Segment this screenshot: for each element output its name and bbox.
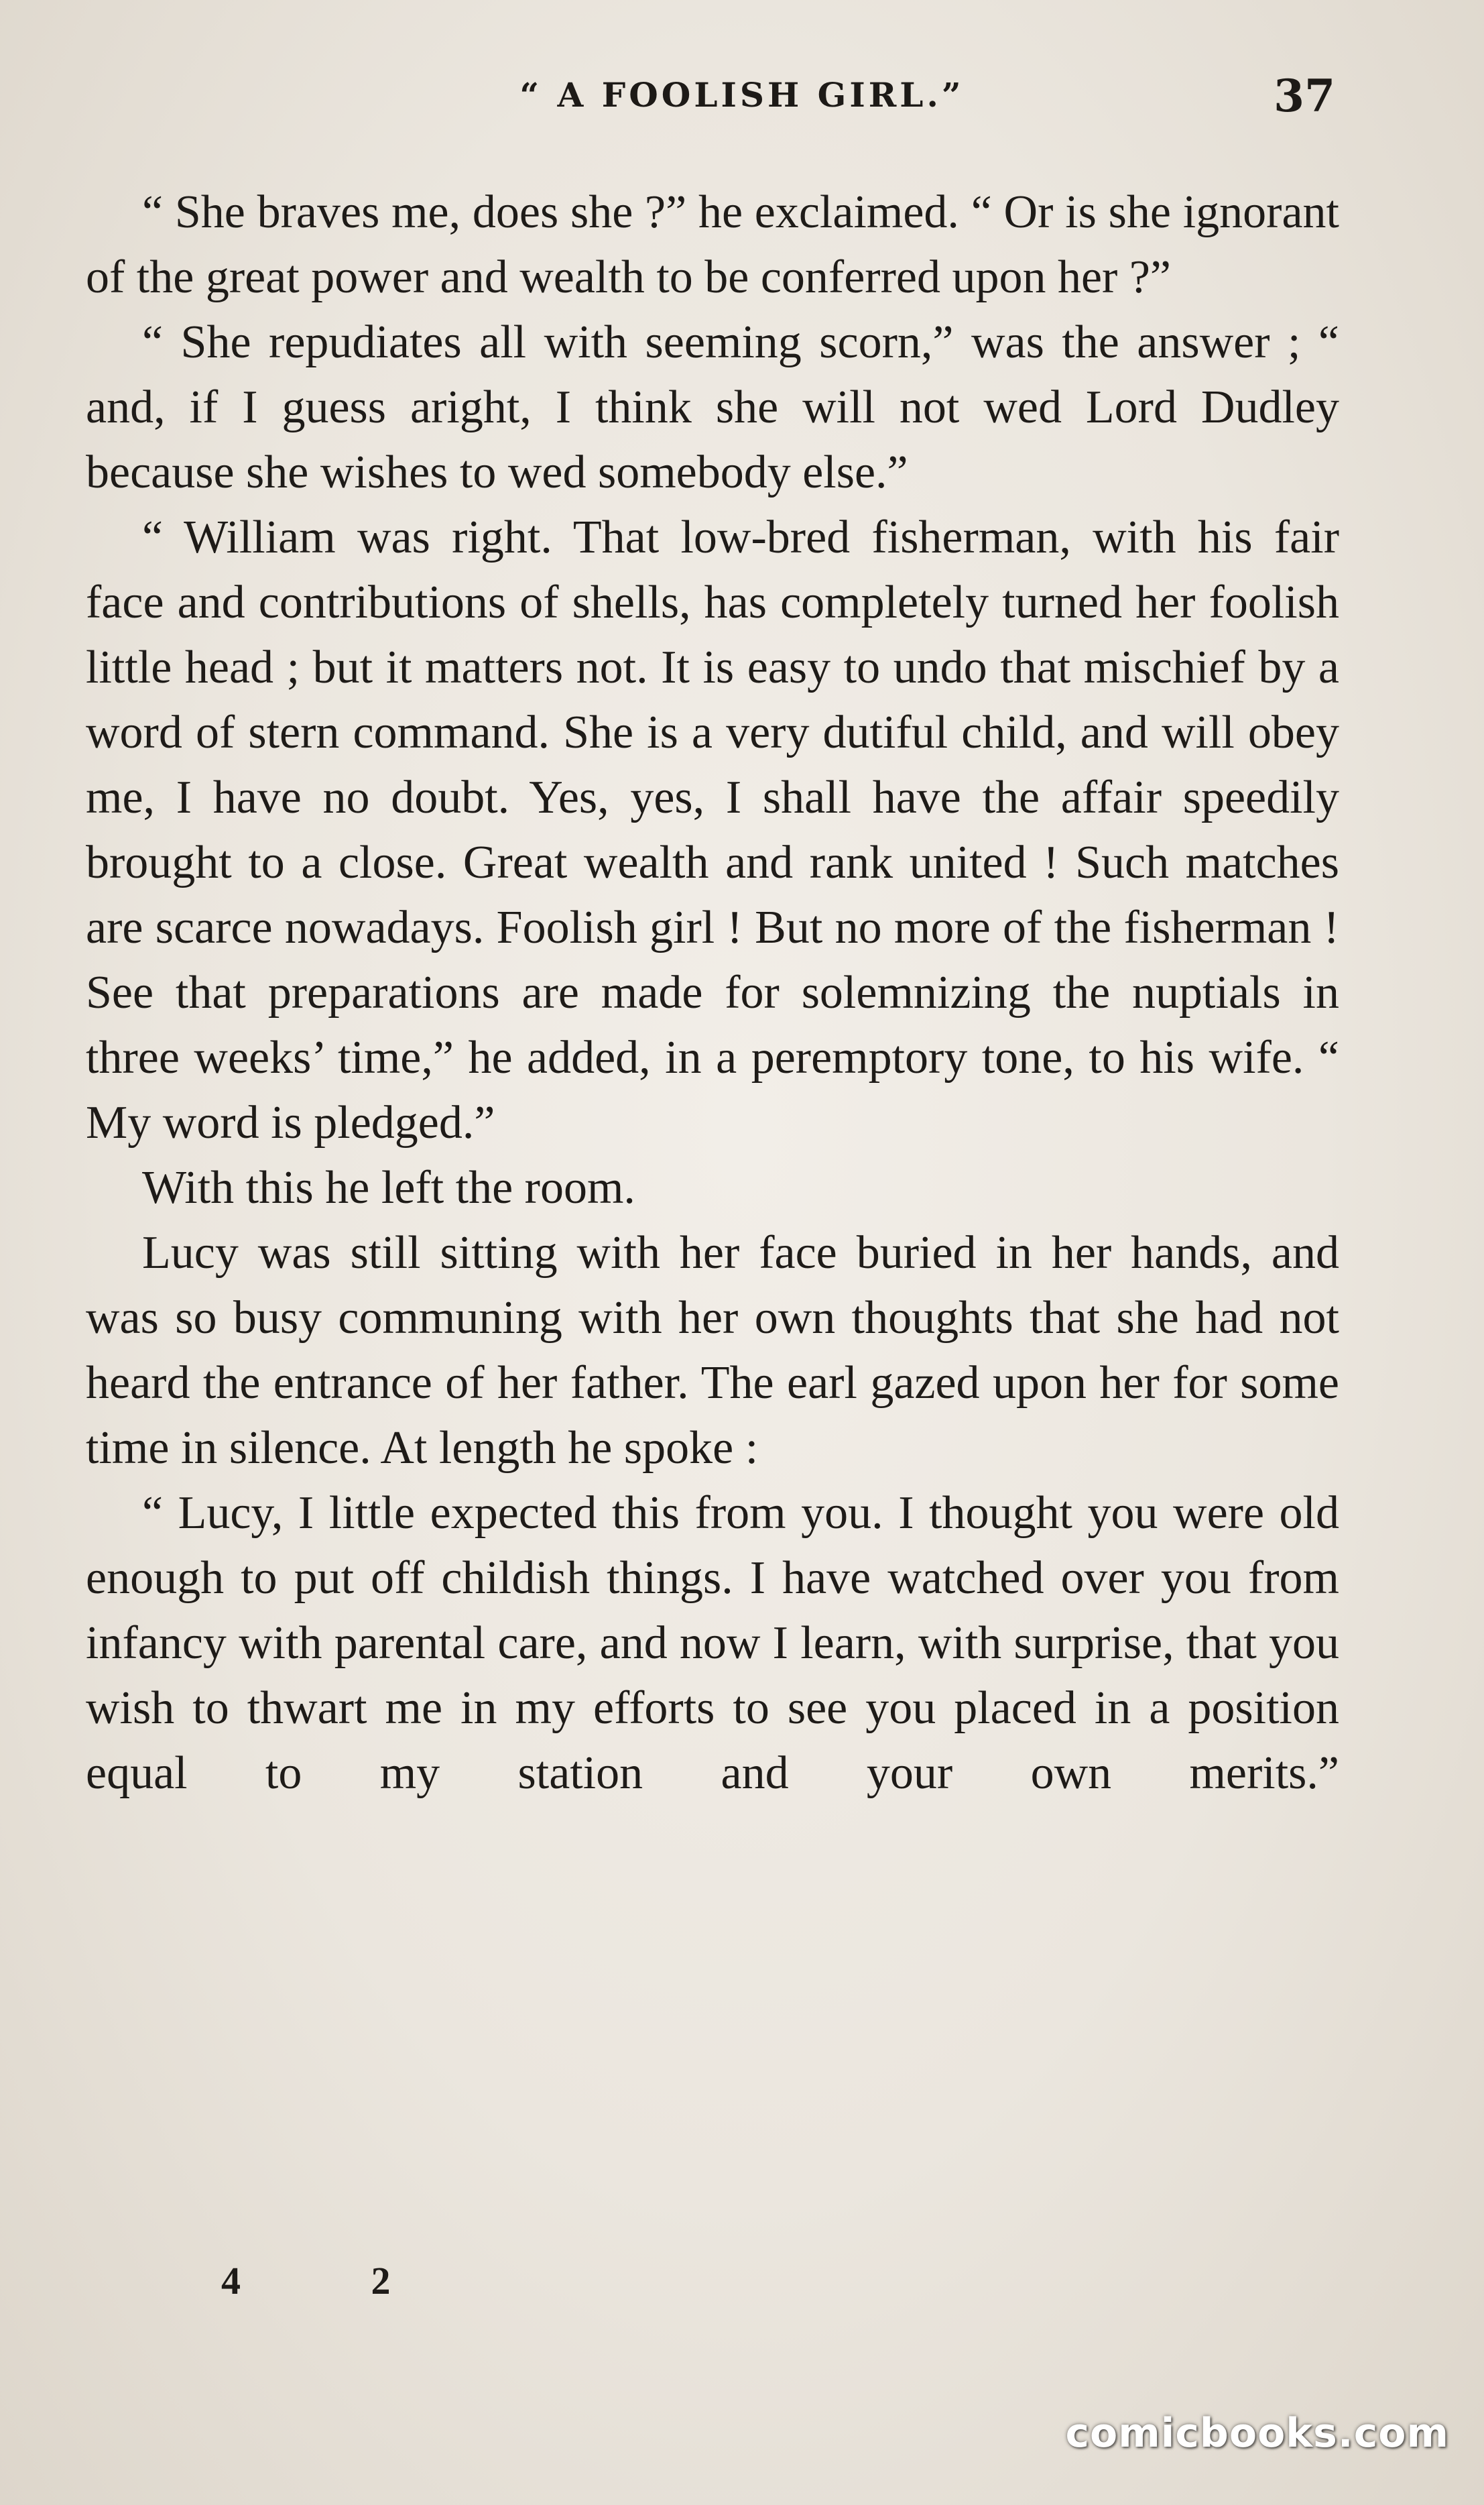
body-text <box>86 180 1339 1806</box>
watermark: comicbooks.com <box>1065 2410 1449 2457</box>
signature-mark: 4 2 <box>221 2259 391 2303</box>
paragraph: Lucy was still sitting with her face buried in her hands, and was so busy communing with her own thoughts that she had not heard the entrance of her father. The earl gazed upon her for some time in silence. At length he spoke : <box>86 1227 1339 1474</box>
running-title: “ A FOOLISH GIRL.” <box>519 75 965 115</box>
paragraph: “ William was right. That low-bred fisherman, with his fair face and contributions of shells, has completely turned her foolish little head ; but it matters not. It is easy to undo that mischief by a word of stern command. She is a very dutiful child, and will obey me, I have no doubt. Yes, yes, I shall have the affair speedily brought to a close. Great wealth and rank united ! Such matches are scarce nowadays. Foolish girl ! But no more of the fisherman ! See that preparations are made for solemnizing the nuptials in three weeks’ time,” he added, in a peremptory tone, to his wife. “ My word is pledged.” <box>86 512 1339 1149</box>
paragraph: “ She repudiates all with seeming scorn,” was the answer ; “ and, if I guess aright, I think she will not wed Lord Dudley because she wishes to wed somebody else.” <box>86 316 1339 498</box>
paragraph: “ Lucy, I little expected this from you. I thought you were old enough to put off childish things. I have watched over you from infancy with parental care, and now I learn, with surprise, that you wish to thwart me in my efforts to see you placed in a position equal to my station and your own merits.” <box>86 1487 1339 1799</box>
page-number: 37 <box>1274 70 1335 122</box>
paragraph: With this he left the room. <box>142 1162 635 1214</box>
paragraph: “ She braves me, does she ?” he exclaimed. “ Or is she ignorant of the great power and wealth to be conferred upon her ?” <box>86 186 1339 303</box>
